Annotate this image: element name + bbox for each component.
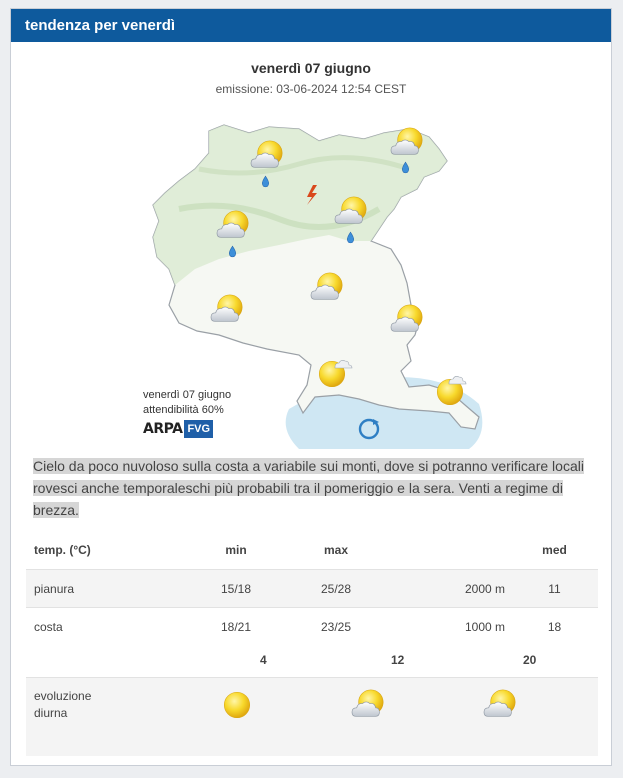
hour-label: 4 bbox=[260, 653, 267, 667]
emission-time: emissione: 03-06-2024 12:54 CEST bbox=[215, 82, 407, 96]
forecast-date: venerdì 07 giugno bbox=[251, 60, 371, 76]
logo-fvg-text: FVG bbox=[184, 420, 213, 438]
temp-header-max: max bbox=[323, 543, 349, 557]
forecast-description-text: Cielo da poco nuvoloso sulla costa a variabile sui monti, dove si potranno verificare locali rovesci anche temporaleschi più probabili tra il pomeriggio e la sera. Venti a regime di brezza. bbox=[33, 458, 584, 518]
hour-label: 12 bbox=[391, 653, 405, 667]
logo-arpa-text: ARPA bbox=[143, 421, 183, 437]
map-caption bbox=[143, 388, 231, 418]
row-med: 18 bbox=[511, 608, 598, 646]
temp-header-label: temp. (°C) bbox=[34, 543, 91, 557]
evolution-row bbox=[26, 677, 598, 756]
row-label: pianura bbox=[26, 570, 186, 608]
evolution-label: evoluzione diurna bbox=[34, 689, 92, 720]
forecast-description bbox=[33, 455, 593, 521]
temperature-table bbox=[26, 531, 598, 645]
row-min: 15/18 bbox=[186, 570, 286, 608]
temp-header-med: med bbox=[542, 543, 567, 557]
row-min: 18/21 bbox=[186, 608, 286, 646]
row-med: 11 bbox=[511, 570, 598, 608]
row-altitude: 1000 m bbox=[386, 608, 511, 646]
row-max: 23/25 bbox=[286, 608, 386, 646]
table-row bbox=[26, 570, 598, 608]
row-max: 25/28 bbox=[286, 570, 386, 608]
table-row bbox=[26, 608, 598, 646]
temperature-header-row bbox=[26, 531, 598, 570]
partly-cloudy-icon bbox=[482, 688, 520, 722]
hour-label: 20 bbox=[523, 653, 537, 667]
map-caption-date: venerdì 07 giugno bbox=[143, 389, 232, 401]
evolution-hours bbox=[26, 641, 598, 677]
row-altitude: 2000 m bbox=[386, 570, 511, 608]
daily-evolution bbox=[26, 641, 598, 756]
row-label: costa bbox=[26, 608, 186, 646]
panel-title: tendenza per venerdì bbox=[11, 9, 611, 42]
partly-cloudy-icon bbox=[350, 688, 388, 722]
reliability-label: attendibilità 60% bbox=[143, 404, 224, 416]
temp-header-altitude bbox=[386, 531, 511, 570]
sun-icon bbox=[220, 688, 254, 722]
forecast-panel bbox=[10, 8, 612, 766]
arpa-fvg-logo bbox=[143, 420, 213, 438]
temp-header-min: min bbox=[225, 543, 247, 557]
